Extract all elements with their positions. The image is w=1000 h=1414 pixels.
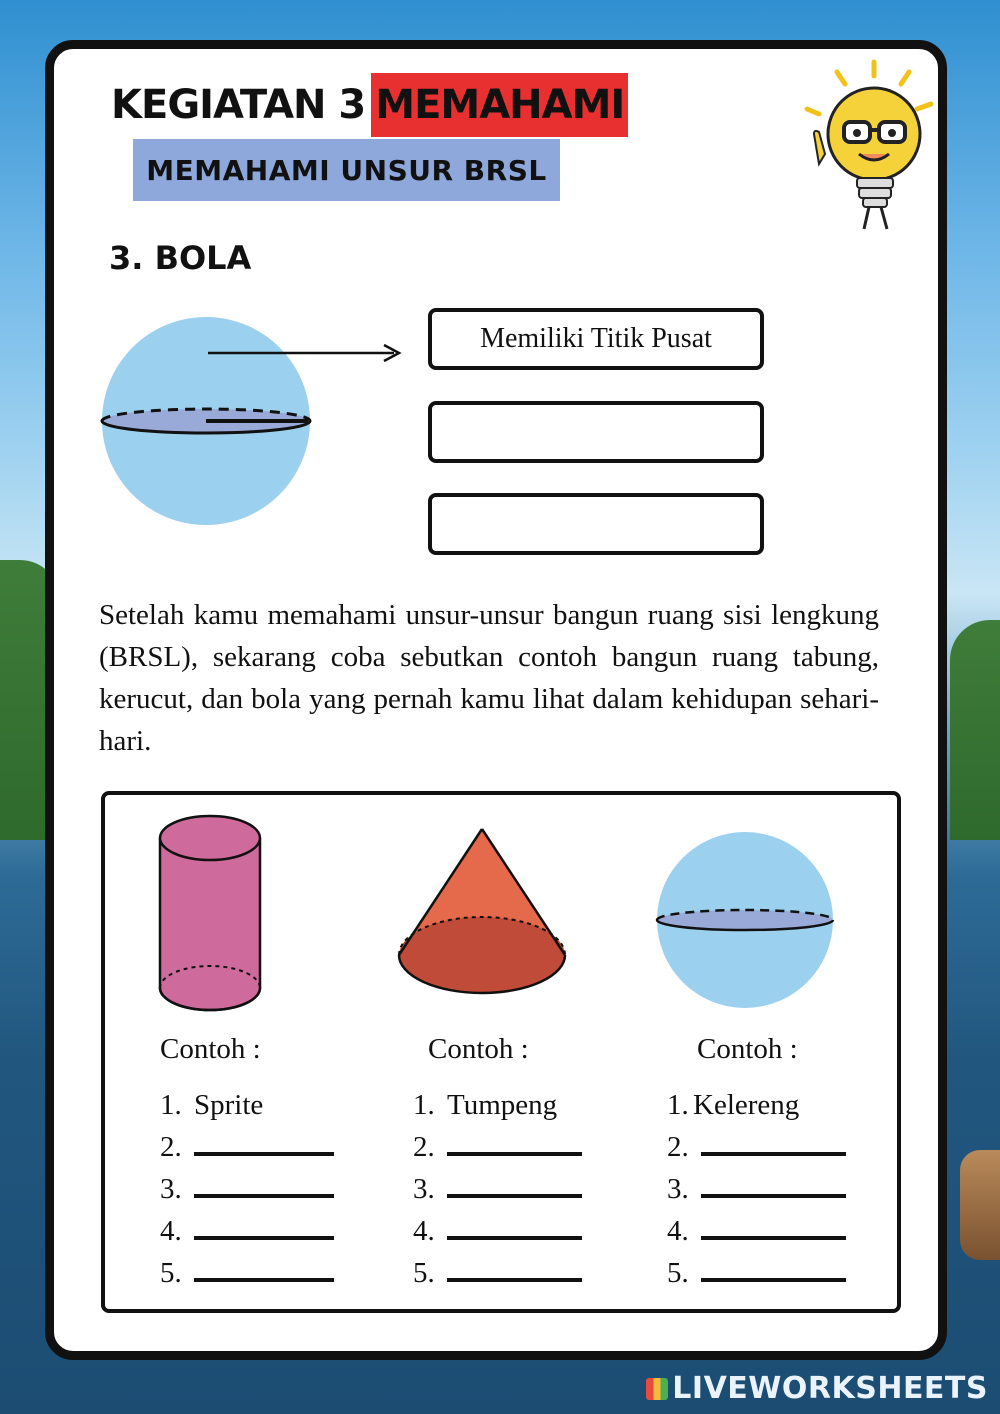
ball-shape: [655, 830, 835, 1010]
list-item: [667, 1248, 846, 1290]
answer-blank[interactable]: [194, 1278, 334, 1282]
answer-blank[interactable]: [194, 1152, 334, 1156]
sphere-diagram: [94, 309, 414, 539]
list-item: [413, 1080, 582, 1122]
list-item: [413, 1248, 582, 1290]
list-item: [413, 1164, 582, 1206]
column-heading: Contoh :: [428, 1033, 529, 1065]
column-heading: Contoh :: [160, 1033, 261, 1065]
subtitle-banner: MEMAHAMI UNSUR BRSL: [133, 139, 560, 201]
list-item: [160, 1164, 334, 1206]
brand-text: LIVEWORKSHEETS: [672, 1371, 988, 1406]
answer-blank[interactable]: [701, 1194, 846, 1198]
list-item: [667, 1122, 846, 1164]
liveworksheets-brand: [646, 1371, 988, 1406]
item-answer: Kelereng: [693, 1089, 800, 1121]
item-answer: Sprite: [194, 1089, 264, 1121]
item-number: 1.: [667, 1089, 689, 1121]
answer-blank[interactable]: [194, 1236, 334, 1240]
item-number: 2.: [413, 1131, 435, 1163]
item-number: 1.: [413, 1089, 435, 1121]
answer-blank[interactable]: [447, 1152, 582, 1156]
cylinder-shape: [155, 813, 265, 1018]
item-number: 3.: [160, 1173, 182, 1205]
list-item: [160, 1080, 334, 1122]
list-item: [160, 1248, 334, 1290]
title-row: [111, 73, 628, 137]
list-item: [413, 1122, 582, 1164]
background-boat: [960, 1150, 1000, 1260]
item-number: 3.: [667, 1173, 689, 1205]
instruction-paragraph: Setelah kamu memahami unsur-unsur bangun ruang sisi lengkung (BRSL), sekarang coba sebutkan contoh bangun ruang tabung, kerucut, dan bola yang pernah kamu lihat dalam kehidupan sehari-hari.: [99, 599, 879, 757]
label-box-3[interactable]: [428, 493, 764, 555]
liveworksheets-logo-icon: [646, 1378, 668, 1400]
item-number: 5.: [667, 1257, 689, 1289]
list-item: [160, 1206, 334, 1248]
label-box-1[interactable]: Memiliki Titik Pusat: [428, 308, 764, 370]
list-item: [667, 1164, 846, 1206]
answer-blank[interactable]: [701, 1278, 846, 1282]
background-island-right: [950, 620, 1000, 840]
answer-blank[interactable]: [701, 1152, 846, 1156]
list-item: [160, 1122, 334, 1164]
answer-blank[interactable]: [447, 1236, 582, 1240]
cylinder-examples: [160, 1033, 334, 1290]
item-number: 4.: [413, 1215, 435, 1247]
examples-box: [101, 791, 901, 1313]
cone-examples: [413, 1033, 582, 1290]
answer-blank[interactable]: [447, 1278, 582, 1282]
answer-blank[interactable]: [701, 1236, 846, 1240]
item-number: 2.: [667, 1131, 689, 1163]
list-item: [667, 1080, 846, 1122]
ball-examples: [667, 1033, 846, 1290]
label-box-2[interactable]: [428, 401, 764, 463]
item-number: 1.: [160, 1089, 182, 1121]
item-number: 4.: [667, 1215, 689, 1247]
answer-blank[interactable]: [194, 1194, 334, 1198]
item-number: 5.: [160, 1257, 182, 1289]
item-number: 4.: [160, 1215, 182, 1247]
item-number: 3.: [413, 1173, 435, 1205]
column-heading: Contoh :: [697, 1033, 798, 1065]
cone-shape: [395, 825, 570, 1005]
list-item: [667, 1206, 846, 1248]
list-item: [413, 1206, 582, 1248]
title-prefix: KEGIATAN 3: [111, 82, 366, 128]
answer-blank[interactable]: [447, 1194, 582, 1198]
lightbulb-mascot-icon: [789, 54, 939, 234]
item-number: 5.: [413, 1257, 435, 1289]
worksheet-card: [45, 40, 947, 1360]
item-answer: Tumpeng: [447, 1089, 558, 1121]
title-highlight: MEMAHAMI: [371, 73, 628, 137]
item-number: 2.: [160, 1131, 182, 1163]
section-heading: 3. BOLA: [109, 239, 252, 277]
